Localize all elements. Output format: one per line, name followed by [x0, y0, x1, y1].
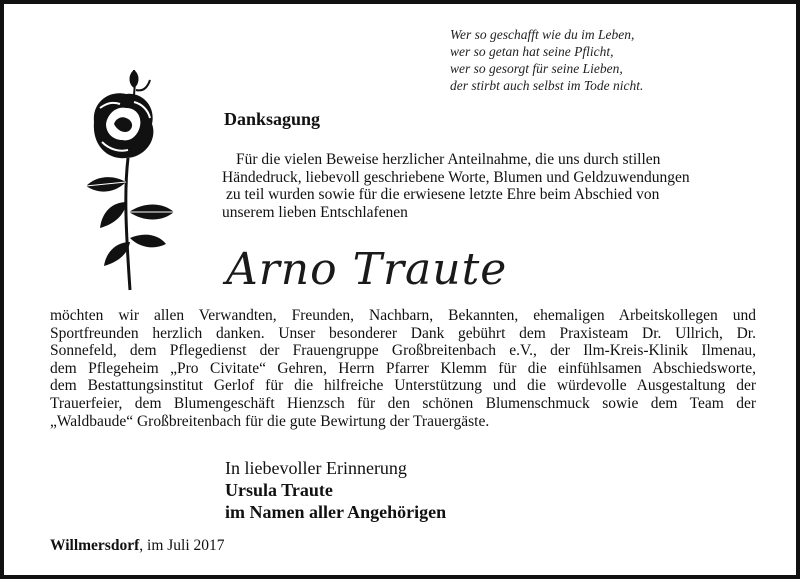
body-line: „Waldbaude“ Großbreitenbach für die gute Bewirtung der Trauergäste.: [50, 412, 490, 430]
closing-line: im Namen aller Angehörigen: [225, 502, 447, 522]
poem-line: wer so gesorgt für seine Lieben,: [450, 61, 623, 76]
closing: [225, 457, 446, 523]
body-text: [50, 307, 756, 430]
body-line: Trauerfeier, dem Blumengeschäft Hienzsch für den schönen Blumenschmuck sowie dem Team der: [50, 394, 756, 412]
body-line: möchten wir allen Verwandten, Freunden, Nachbarn, Bekannten, ehemaligen Arbeitskollegen und: [50, 307, 756, 324]
intro-line: Händedruck, liebevoll geschriebene Worte, Blumen und Geldzuwendungen: [222, 168, 690, 186]
poem-line: Wer so geschafft wie du im Leben,: [450, 27, 635, 42]
poem: [450, 26, 750, 94]
poem-line: wer so getan hat seine Pflicht,: [450, 44, 614, 59]
heading: Danksagung: [224, 109, 321, 129]
place-town: Willmersdorf: [50, 537, 140, 554]
body-line: Sportfreunden herzlich danken. Unser besonderer Dank gebührt dem Praxisteam Dr. Ullrich, Dr.: [50, 324, 756, 342]
closing-line: In liebevoller Erinnerung: [225, 458, 407, 478]
place-date: [50, 537, 225, 555]
intro-line: unserem lieben Entschlafenen: [222, 203, 408, 221]
place-date-text: , im Juli 2017: [139, 537, 225, 554]
intro-text: [222, 151, 787, 221]
intro-line: zu teil wurden sowie für die erwiesene letzte Ehre beim Abschied von: [226, 186, 660, 203]
rose-icon: [64, 62, 184, 294]
closing-signer: Ursula Traute: [225, 480, 333, 500]
poem-line: der stirbt auch selbst im Tode nicht.: [450, 78, 644, 93]
body-line: dem Pflegeheim „Pro Civitate“ Gehren, Herrn Pfarrer Klemm für die einfühlsamen Abschiedsworte,: [50, 359, 756, 377]
body-line: Sonnefeld, dem Pflegedienst der Frauengruppe Großbreitenbach e.V., der Ilm-Kreis-Klinik Ilmenau,: [50, 342, 756, 360]
deceased-name: Arno Traute: [226, 244, 508, 295]
body-line: dem Bestattungsinstitut Gerlof für die hilfreiche Unterstützung und die würdevolle Ausgestaltung der: [50, 377, 756, 395]
intro-line: Für die vielen Beweise herzlicher Anteilnahme, die uns durch stillen: [236, 151, 661, 168]
